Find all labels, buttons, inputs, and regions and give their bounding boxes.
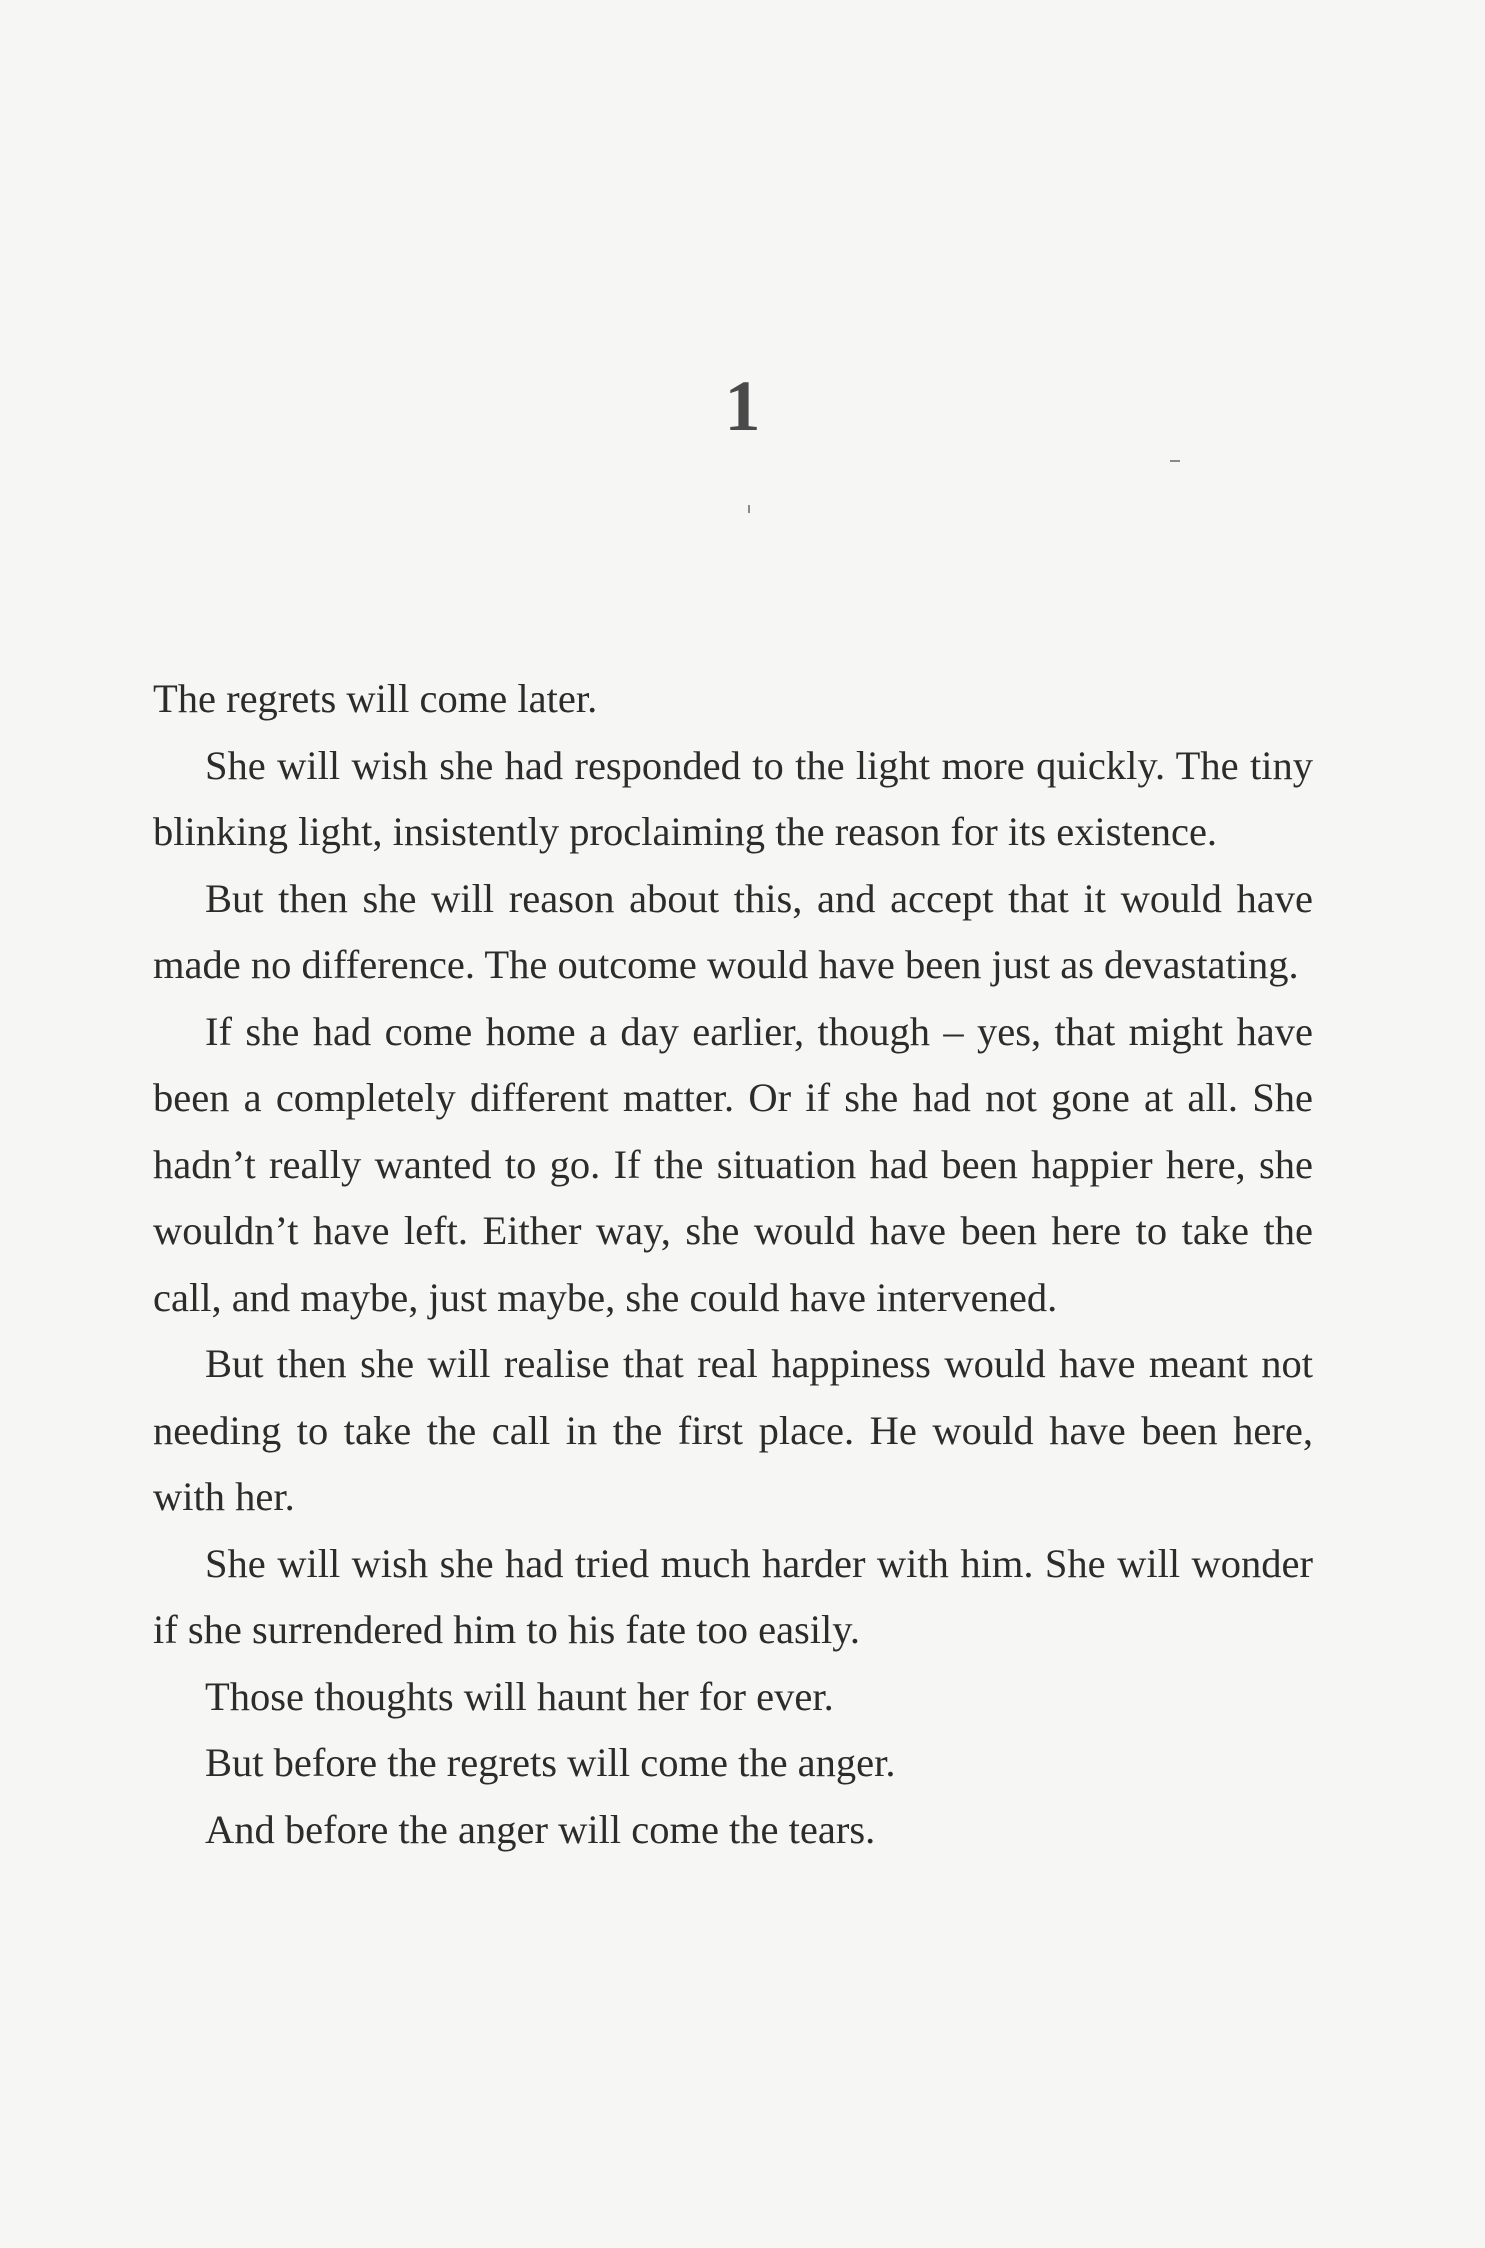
- paragraph: But then she will realise that real happiness would have meant not needing to take the call in the first place. He would have been here, with her.: [153, 1341, 1313, 1519]
- paragraph: But before the regrets will come the anger.: [205, 1740, 896, 1785]
- chapter-number: 1: [724, 366, 761, 446]
- paragraph: Those thoughts will haunt her for ever.: [205, 1673, 834, 1719]
- paragraph: But then she will reason about this, and accept that it would have made no difference. The outcome would have been just as devastating.: [153, 875, 1313, 987]
- paragraph: The regrets will come later.: [153, 676, 598, 721]
- scan-speck: [1170, 460, 1180, 462]
- paragraph: She will wish she had tried much harder with him. She will wonder if she surrendered him to his fate too easily.: [153, 1540, 1313, 1652]
- paragraph: And before the anger will come the tears.: [205, 1806, 876, 1852]
- paragraph: She will wish she had responded to the light more quickly. The tiny blinking light, insistently proclaiming the reason for its existence.: [153, 742, 1313, 854]
- paragraph: If she had come home a day earlier, though – yes, that might have been a completely different matter. Or if she had not gone at all. She hadn’t really wanted to go. If the situation had been happier here, she wouldn’t have left. Either way, she would have been here to take the call, and maybe, just maybe, she could have intervened.: [153, 1008, 1313, 1320]
- scan-speck: [748, 505, 750, 513]
- chapter-body: [153, 666, 1313, 1863]
